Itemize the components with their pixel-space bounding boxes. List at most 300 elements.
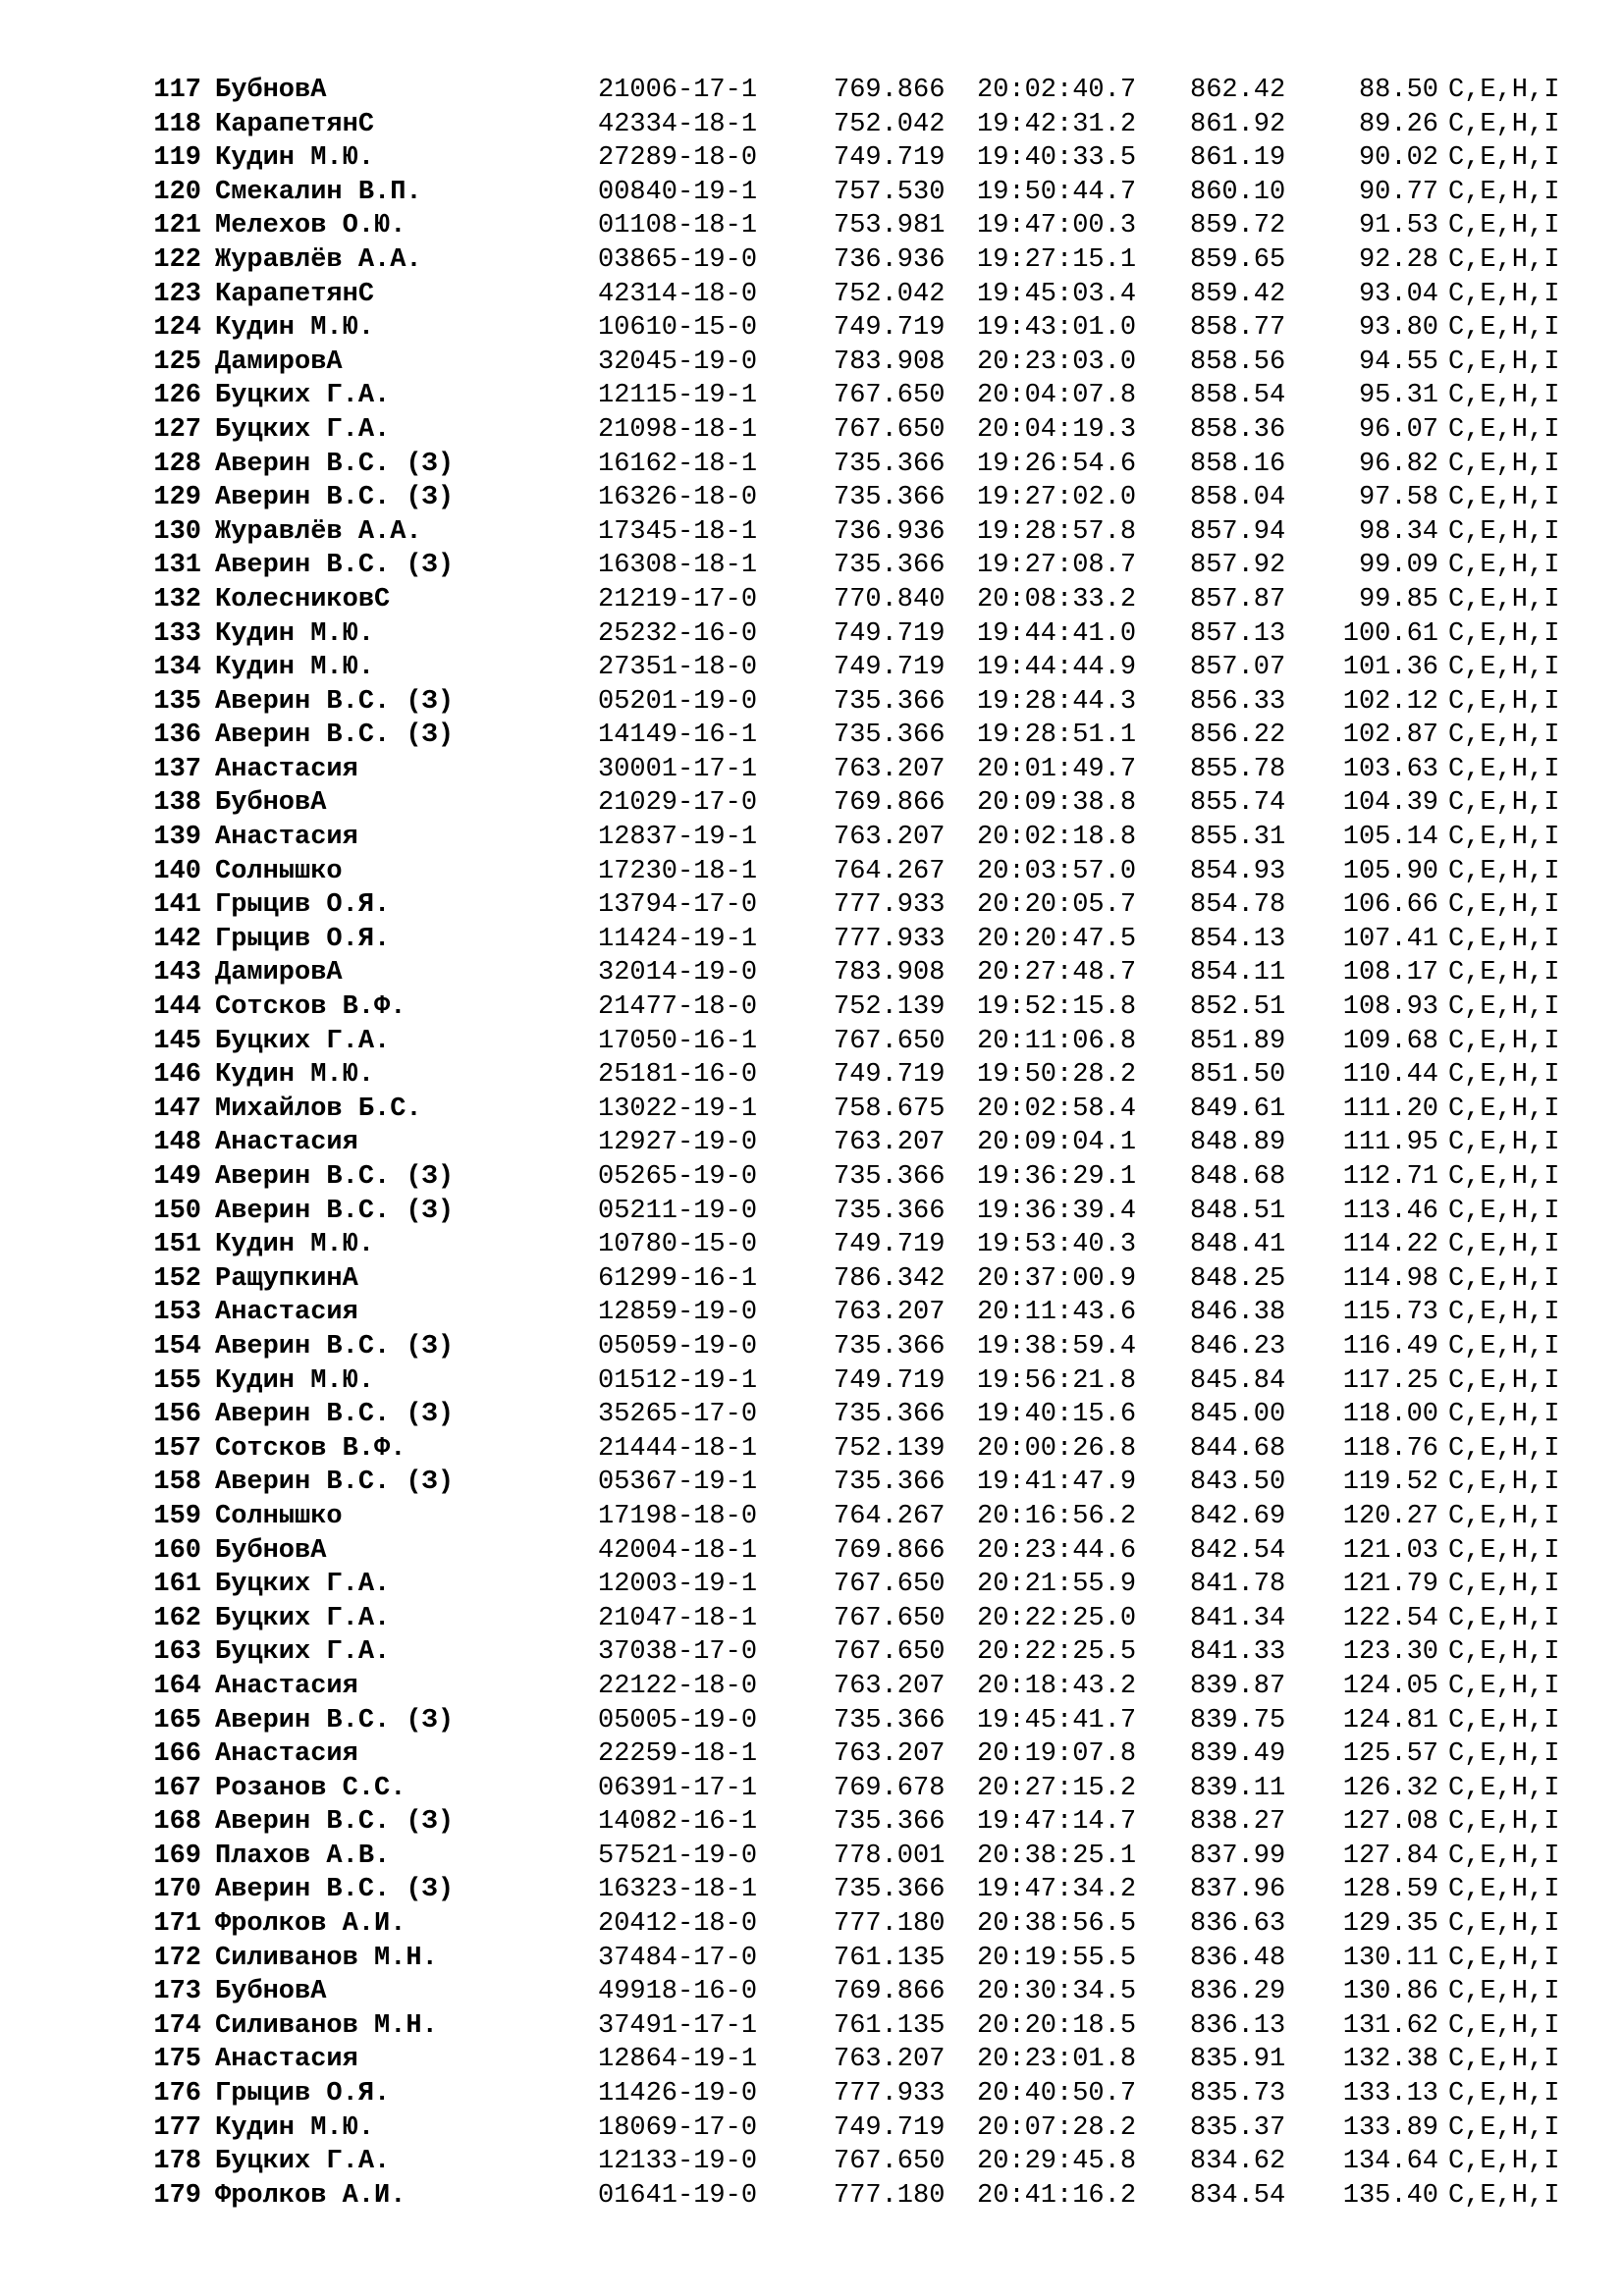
speed-cell: 854.93 bbox=[1190, 856, 1286, 886]
table-row bbox=[144, 1160, 1597, 1195]
points-cell: 92.28 bbox=[1358, 244, 1438, 275]
categories-cell: C,E,H,I bbox=[1448, 1433, 1560, 1464]
distance-cell: 752.139 bbox=[834, 1433, 946, 1464]
rank-cell: 130 bbox=[153, 516, 201, 547]
owner-name-cell: Буцких Г.А. bbox=[215, 414, 391, 445]
rank-cell: 140 bbox=[153, 856, 201, 886]
rank-cell: 144 bbox=[153, 992, 201, 1023]
speed-cell: 841.34 bbox=[1190, 1603, 1286, 1633]
owner-name-cell: Кудин М.Ю. bbox=[215, 1060, 375, 1091]
owner-name-cell: Грыцив О.Я. bbox=[215, 2079, 391, 2109]
categories-cell: C,E,H,I bbox=[1448, 1841, 1560, 1871]
table-row bbox=[144, 1228, 1597, 1262]
distance-cell: 735.366 bbox=[834, 1807, 946, 1838]
ring-number-cell: 10610-15-0 bbox=[598, 313, 758, 344]
points-cell: 123.30 bbox=[1342, 1637, 1438, 1668]
categories-cell: C,E,H,I bbox=[1448, 2180, 1560, 2211]
owner-name-cell: КарапетянС bbox=[215, 279, 375, 309]
distance-cell: 769.678 bbox=[834, 1773, 946, 1803]
arrival-time-cell: 20:18:43.2 bbox=[977, 1671, 1137, 1701]
rank-cell: 134 bbox=[153, 653, 201, 683]
table-row bbox=[144, 753, 1597, 787]
owner-name-cell: Аверин В.С. (З) bbox=[215, 1196, 455, 1226]
table-row bbox=[144, 278, 1597, 312]
ring-number-cell: 16308-18-1 bbox=[598, 551, 758, 581]
table-row bbox=[144, 1840, 1597, 1874]
arrival-time-cell: 19:45:41.7 bbox=[977, 1705, 1137, 1735]
results-table bbox=[144, 74, 1597, 2213]
arrival-time-cell: 20:27:15.2 bbox=[977, 1773, 1137, 1803]
table-row bbox=[144, 2179, 1597, 2214]
speed-cell: 835.37 bbox=[1190, 2112, 1286, 2143]
categories-cell: C,E,H,I bbox=[1448, 2010, 1560, 2041]
ring-number-cell: 14082-16-1 bbox=[598, 1807, 758, 1838]
categories-cell: C,E,H,I bbox=[1448, 1026, 1560, 1056]
distance-cell: 777.933 bbox=[834, 890, 946, 921]
distance-cell: 749.719 bbox=[834, 313, 946, 344]
ring-number-cell: 00840-19-1 bbox=[598, 177, 758, 207]
table-row bbox=[144, 481, 1597, 515]
table-row bbox=[144, 141, 1597, 176]
rank-cell: 165 bbox=[153, 1705, 201, 1735]
rank-cell: 167 bbox=[153, 1773, 201, 1803]
distance-cell: 777.180 bbox=[834, 2180, 946, 2211]
arrival-time-cell: 19:28:51.1 bbox=[977, 721, 1137, 751]
rank-cell: 121 bbox=[153, 211, 201, 241]
table-row bbox=[144, 1330, 1597, 1364]
ring-number-cell: 17050-16-1 bbox=[598, 1026, 758, 1056]
table-row bbox=[144, 74, 1597, 108]
owner-name-cell: Михайлов Б.С. bbox=[215, 1094, 422, 1124]
distance-cell: 749.719 bbox=[834, 1365, 946, 1396]
ring-number-cell: 05265-19-0 bbox=[598, 1162, 758, 1192]
ring-number-cell: 27351-18-0 bbox=[598, 653, 758, 683]
ring-number-cell: 17198-18-0 bbox=[598, 1501, 758, 1531]
table-row bbox=[144, 448, 1597, 482]
rank-cell: 172 bbox=[153, 1943, 201, 1973]
points-cell: 134.64 bbox=[1342, 2147, 1438, 2177]
arrival-time-cell: 20:02:18.8 bbox=[977, 823, 1137, 853]
owner-name-cell: Кудин М.Ю. bbox=[215, 2112, 375, 2143]
rank-cell: 137 bbox=[153, 754, 201, 784]
speed-cell: 846.23 bbox=[1190, 1331, 1286, 1362]
categories-cell: C,E,H,I bbox=[1448, 109, 1560, 139]
categories-cell: C,E,H,I bbox=[1448, 618, 1560, 649]
owner-name-cell: Солнышко bbox=[215, 1501, 343, 1531]
arrival-time-cell: 19:28:57.8 bbox=[977, 516, 1137, 547]
points-cell: 129.35 bbox=[1342, 1909, 1438, 1940]
points-cell: 105.90 bbox=[1342, 856, 1438, 886]
points-cell: 113.46 bbox=[1342, 1196, 1438, 1226]
distance-cell: 777.933 bbox=[834, 924, 946, 954]
points-cell: 109.68 bbox=[1342, 1026, 1438, 1056]
speed-cell: 841.78 bbox=[1190, 1570, 1286, 1600]
speed-cell: 836.48 bbox=[1190, 1943, 1286, 1973]
table-row bbox=[144, 2145, 1597, 2179]
speed-cell: 859.72 bbox=[1190, 211, 1286, 241]
speed-cell: 860.10 bbox=[1190, 177, 1286, 207]
categories-cell: C,E,H,I bbox=[1448, 584, 1560, 614]
ring-number-cell: 32014-19-0 bbox=[598, 958, 758, 988]
arrival-time-cell: 20:00:26.8 bbox=[977, 1433, 1137, 1464]
ring-number-cell: 01108-18-1 bbox=[598, 211, 758, 241]
points-cell: 114.22 bbox=[1342, 1230, 1438, 1260]
table-row bbox=[144, 2043, 1597, 2077]
speed-cell: 849.61 bbox=[1190, 1094, 1286, 1124]
speed-cell: 861.19 bbox=[1190, 143, 1286, 174]
ring-number-cell: 10780-15-0 bbox=[598, 1230, 758, 1260]
points-cell: 98.34 bbox=[1358, 516, 1438, 547]
rank-cell: 126 bbox=[153, 381, 201, 411]
ring-number-cell: 05005-19-0 bbox=[598, 1705, 758, 1735]
rank-cell: 124 bbox=[153, 313, 201, 344]
points-cell: 117.25 bbox=[1342, 1365, 1438, 1396]
distance-cell: 735.366 bbox=[834, 483, 946, 513]
arrival-time-cell: 20:02:40.7 bbox=[977, 76, 1137, 105]
arrival-time-cell: 20:16:56.2 bbox=[977, 1501, 1137, 1531]
rank-cell: 179 bbox=[153, 2180, 201, 2211]
rank-cell: 175 bbox=[153, 2045, 201, 2075]
owner-name-cell: КолесниковС bbox=[215, 584, 391, 614]
ring-number-cell: 21098-18-1 bbox=[598, 414, 758, 445]
table-row bbox=[144, 888, 1597, 923]
ring-number-cell: 05201-19-0 bbox=[598, 686, 758, 717]
ring-number-cell: 21477-18-0 bbox=[598, 992, 758, 1023]
categories-cell: C,E,H,I bbox=[1448, 2112, 1560, 2143]
points-cell: 108.17 bbox=[1342, 958, 1438, 988]
distance-cell: 749.719 bbox=[834, 618, 946, 649]
owner-name-cell: Аверин В.С. (З) bbox=[215, 1468, 455, 1498]
ring-number-cell: 21444-18-1 bbox=[598, 1433, 758, 1464]
speed-cell: 857.13 bbox=[1190, 618, 1286, 649]
rank-cell: 131 bbox=[153, 551, 201, 581]
categories-cell: C,E,H,I bbox=[1448, 143, 1560, 174]
owner-name-cell: Аверин В.С. (З) bbox=[215, 1705, 455, 1735]
rank-cell: 158 bbox=[153, 1468, 201, 1498]
ring-number-cell: 27289-18-0 bbox=[598, 143, 758, 174]
points-cell: 120.27 bbox=[1342, 1501, 1438, 1531]
speed-cell: 856.22 bbox=[1190, 721, 1286, 751]
points-cell: 118.00 bbox=[1342, 1400, 1438, 1430]
table-row bbox=[144, 1670, 1597, 1704]
rank-cell: 157 bbox=[153, 1433, 201, 1464]
distance-cell: 783.908 bbox=[834, 958, 946, 988]
speed-cell: 858.54 bbox=[1190, 381, 1286, 411]
arrival-time-cell: 20:41:16.2 bbox=[977, 2180, 1137, 2211]
categories-cell: C,E,H,I bbox=[1448, 1501, 1560, 1531]
table-row bbox=[144, 923, 1597, 957]
owner-name-cell: Анастасия bbox=[215, 823, 358, 853]
distance-cell: 767.650 bbox=[834, 414, 946, 445]
ring-number-cell: 13022-19-1 bbox=[598, 1094, 758, 1124]
ring-number-cell: 37038-17-0 bbox=[598, 1637, 758, 1668]
arrival-time-cell: 19:44:44.9 bbox=[977, 653, 1137, 683]
table-row bbox=[144, 651, 1597, 685]
speed-cell: 839.49 bbox=[1190, 1739, 1286, 1770]
ring-number-cell: 12003-19-1 bbox=[598, 1570, 758, 1600]
distance-cell: 767.650 bbox=[834, 1570, 946, 1600]
points-cell: 96.07 bbox=[1358, 414, 1438, 445]
ring-number-cell: 05367-19-1 bbox=[598, 1468, 758, 1498]
categories-cell: C,E,H,I bbox=[1448, 516, 1560, 547]
points-cell: 110.44 bbox=[1342, 1060, 1438, 1091]
owner-name-cell: Кудин М.Ю. bbox=[215, 313, 375, 344]
speed-cell: 854.13 bbox=[1190, 924, 1286, 954]
distance-cell: 761.135 bbox=[834, 2010, 946, 2041]
speed-cell: 858.04 bbox=[1190, 483, 1286, 513]
distance-cell: 767.650 bbox=[834, 1026, 946, 1056]
points-cell: 96.82 bbox=[1358, 449, 1438, 479]
arrival-time-cell: 20:01:49.7 bbox=[977, 754, 1137, 784]
ring-number-cell: 14149-16-1 bbox=[598, 721, 758, 751]
speed-cell: 859.65 bbox=[1190, 244, 1286, 275]
points-cell: 91.53 bbox=[1358, 211, 1438, 241]
speed-cell: 858.16 bbox=[1190, 449, 1286, 479]
arrival-time-cell: 19:28:44.3 bbox=[977, 686, 1137, 717]
arrival-time-cell: 20:09:04.1 bbox=[977, 1128, 1137, 1158]
speed-cell: 852.51 bbox=[1190, 992, 1286, 1023]
categories-cell: C,E,H,I bbox=[1448, 856, 1560, 886]
distance-cell: 753.981 bbox=[834, 211, 946, 241]
ring-number-cell: 20412-18-0 bbox=[598, 1909, 758, 1940]
rank-cell: 161 bbox=[153, 1570, 201, 1600]
distance-cell: 758.675 bbox=[834, 1094, 946, 1124]
arrival-time-cell: 20:03:57.0 bbox=[977, 856, 1137, 886]
table-row bbox=[144, 1262, 1597, 1297]
speed-cell: 862.42 bbox=[1190, 76, 1286, 105]
owner-name-cell: Анастасия bbox=[215, 1128, 358, 1158]
speed-cell: 857.94 bbox=[1190, 516, 1286, 547]
table-row bbox=[144, 1772, 1597, 1806]
table-row bbox=[144, 108, 1597, 142]
distance-cell: 763.207 bbox=[834, 1128, 946, 1158]
table-row bbox=[144, 346, 1597, 380]
points-cell: 111.95 bbox=[1342, 1128, 1438, 1158]
speed-cell: 855.74 bbox=[1190, 788, 1286, 819]
rank-cell: 171 bbox=[153, 1909, 201, 1940]
table-row bbox=[144, 990, 1597, 1025]
arrival-time-cell: 20:09:38.8 bbox=[977, 788, 1137, 819]
table-row bbox=[144, 685, 1597, 720]
owner-name-cell: Кудин М.Ю. bbox=[215, 1365, 375, 1396]
ring-number-cell: 25232-16-0 bbox=[598, 618, 758, 649]
ring-number-cell: 22122-18-0 bbox=[598, 1671, 758, 1701]
owner-name-cell: РащупкинА bbox=[215, 1263, 358, 1294]
arrival-time-cell: 19:47:14.7 bbox=[977, 1807, 1137, 1838]
table-row bbox=[144, 1466, 1597, 1500]
ring-number-cell: 42334-18-1 bbox=[598, 109, 758, 139]
categories-cell: C,E,H,I bbox=[1448, 992, 1560, 1023]
arrival-time-cell: 19:40:33.5 bbox=[977, 143, 1137, 174]
arrival-time-cell: 20:23:44.6 bbox=[977, 1535, 1137, 1566]
points-cell: 89.26 bbox=[1358, 109, 1438, 139]
owner-name-cell: Силиванов М.Н. bbox=[215, 2010, 438, 2041]
categories-cell: C,E,H,I bbox=[1448, 1943, 1560, 1973]
ring-number-cell: 30001-17-1 bbox=[598, 754, 758, 784]
rank-cell: 178 bbox=[153, 2147, 201, 2177]
categories-cell: C,E,H,I bbox=[1448, 449, 1560, 479]
rank-cell: 160 bbox=[153, 1535, 201, 1566]
arrival-time-cell: 20:22:25.5 bbox=[977, 1637, 1137, 1668]
rank-cell: 173 bbox=[153, 1977, 201, 2007]
owner-name-cell: Кудин М.Ю. bbox=[215, 618, 375, 649]
speed-cell: 857.07 bbox=[1190, 653, 1286, 683]
categories-cell: C,E,H,I bbox=[1448, 1331, 1560, 1362]
speed-cell: 836.63 bbox=[1190, 1909, 1286, 1940]
categories-cell: C,E,H,I bbox=[1448, 1977, 1560, 2007]
speed-cell: 845.84 bbox=[1190, 1365, 1286, 1396]
owner-name-cell: Солнышко bbox=[215, 856, 343, 886]
points-cell: 97.58 bbox=[1358, 483, 1438, 513]
ring-number-cell: 01512-19-1 bbox=[598, 1365, 758, 1396]
table-row bbox=[144, 1942, 1597, 1976]
owner-name-cell: Фролков А.И. bbox=[215, 1909, 406, 1940]
arrival-time-cell: 19:44:41.0 bbox=[977, 618, 1137, 649]
speed-cell: 838.27 bbox=[1190, 1807, 1286, 1838]
ring-number-cell: 22259-18-1 bbox=[598, 1739, 758, 1770]
owner-name-cell: Аверин В.С. (З) bbox=[215, 483, 455, 513]
table-row bbox=[144, 1635, 1597, 1670]
points-cell: 93.04 bbox=[1358, 279, 1438, 309]
categories-cell: C,E,H,I bbox=[1448, 1128, 1560, 1158]
arrival-time-cell: 20:21:55.9 bbox=[977, 1570, 1137, 1600]
distance-cell: 761.135 bbox=[834, 1943, 946, 1973]
speed-cell: 854.78 bbox=[1190, 890, 1286, 921]
table-row bbox=[144, 1364, 1597, 1399]
table-row bbox=[144, 786, 1597, 821]
owner-name-cell: Аверин В.С. (З) bbox=[215, 449, 455, 479]
arrival-time-cell: 19:42:31.2 bbox=[977, 109, 1137, 139]
ring-number-cell: 25181-16-0 bbox=[598, 1060, 758, 1091]
distance-cell: 749.719 bbox=[834, 2112, 946, 2143]
owner-name-cell: Мелехов О.Ю. bbox=[215, 211, 406, 241]
arrival-time-cell: 19:26:54.6 bbox=[977, 449, 1137, 479]
rank-cell: 123 bbox=[153, 279, 201, 309]
speed-cell: 848.89 bbox=[1190, 1128, 1286, 1158]
owner-name-cell: БубновА bbox=[215, 788, 327, 819]
categories-cell: C,E,H,I bbox=[1448, 1263, 1560, 1294]
rank-cell: 135 bbox=[153, 686, 201, 717]
distance-cell: 767.650 bbox=[834, 1637, 946, 1668]
categories-cell: C,E,H,I bbox=[1448, 1570, 1560, 1600]
table-row bbox=[144, 1126, 1597, 1160]
ring-number-cell: 16323-18-1 bbox=[598, 1875, 758, 1905]
rank-cell: 128 bbox=[153, 449, 201, 479]
categories-cell: C,E,H,I bbox=[1448, 1094, 1560, 1124]
owner-name-cell: Буцких Г.А. bbox=[215, 1637, 391, 1668]
rank-cell: 164 bbox=[153, 1671, 201, 1701]
categories-cell: C,E,H,I bbox=[1448, 2045, 1560, 2075]
speed-cell: 839.75 bbox=[1190, 1705, 1286, 1735]
arrival-time-cell: 20:02:58.4 bbox=[977, 1094, 1137, 1124]
points-cell: 122.54 bbox=[1342, 1603, 1438, 1633]
points-cell: 125.57 bbox=[1342, 1739, 1438, 1770]
arrival-time-cell: 19:52:15.8 bbox=[977, 992, 1137, 1023]
arrival-time-cell: 20:19:07.8 bbox=[977, 1739, 1137, 1770]
speed-cell: 835.91 bbox=[1190, 2045, 1286, 2075]
ring-number-cell: 17230-18-1 bbox=[598, 856, 758, 886]
categories-cell: C,E,H,I bbox=[1448, 924, 1560, 954]
table-row bbox=[144, 583, 1597, 617]
rank-cell: 132 bbox=[153, 584, 201, 614]
points-cell: 103.63 bbox=[1342, 754, 1438, 784]
rank-cell: 153 bbox=[153, 1298, 201, 1328]
categories-cell: C,E,H,I bbox=[1448, 653, 1560, 683]
table-row bbox=[144, 821, 1597, 855]
rank-cell: 149 bbox=[153, 1162, 201, 1192]
rank-cell: 117 bbox=[153, 76, 201, 105]
distance-cell: 735.366 bbox=[834, 1468, 946, 1498]
speed-cell: 834.54 bbox=[1190, 2180, 1286, 2211]
ring-number-cell: 01641-19-0 bbox=[598, 2180, 758, 2211]
points-cell: 100.61 bbox=[1342, 618, 1438, 649]
speed-cell: 851.50 bbox=[1190, 1060, 1286, 1091]
ring-number-cell: 16326-18-0 bbox=[598, 483, 758, 513]
rank-cell: 176 bbox=[153, 2079, 201, 2109]
ring-number-cell: 12864-19-1 bbox=[598, 2045, 758, 2075]
points-cell: 130.11 bbox=[1342, 1943, 1438, 1973]
rank-cell: 148 bbox=[153, 1128, 201, 1158]
ring-number-cell: 35265-17-0 bbox=[598, 1400, 758, 1430]
rank-cell: 156 bbox=[153, 1400, 201, 1430]
rank-cell: 122 bbox=[153, 244, 201, 275]
speed-cell: 842.69 bbox=[1190, 1501, 1286, 1531]
categories-cell: C,E,H,I bbox=[1448, 244, 1560, 275]
categories-cell: C,E,H,I bbox=[1448, 754, 1560, 784]
rank-cell: 125 bbox=[153, 347, 201, 377]
categories-cell: C,E,H,I bbox=[1448, 414, 1560, 445]
table-row bbox=[144, 1398, 1597, 1432]
distance-cell: 735.366 bbox=[834, 1705, 946, 1735]
ring-number-cell: 05059-19-0 bbox=[598, 1331, 758, 1362]
distance-cell: 763.207 bbox=[834, 1671, 946, 1701]
distance-cell: 769.866 bbox=[834, 1535, 946, 1566]
distance-cell: 767.650 bbox=[834, 1603, 946, 1633]
categories-cell: C,E,H,I bbox=[1448, 1230, 1560, 1260]
ring-number-cell: 21219-17-0 bbox=[598, 584, 758, 614]
rank-cell: 147 bbox=[153, 1094, 201, 1124]
points-cell: 101.36 bbox=[1342, 653, 1438, 683]
speed-cell: 842.54 bbox=[1190, 1535, 1286, 1566]
points-cell: 124.81 bbox=[1342, 1705, 1438, 1735]
ring-number-cell: 49918-16-0 bbox=[598, 1977, 758, 2007]
owner-name-cell: Буцких Г.А. bbox=[215, 2147, 391, 2177]
table-row bbox=[144, 515, 1597, 550]
arrival-time-cell: 20:22:25.0 bbox=[977, 1603, 1137, 1633]
points-cell: 124.05 bbox=[1342, 1671, 1438, 1701]
categories-cell: C,E,H,I bbox=[1448, 1705, 1560, 1735]
points-cell: 99.85 bbox=[1358, 584, 1438, 614]
arrival-time-cell: 20:20:05.7 bbox=[977, 890, 1137, 921]
speed-cell: 836.13 bbox=[1190, 2010, 1286, 2041]
table-row bbox=[144, 2077, 1597, 2111]
owner-name-cell: ДамировА bbox=[215, 347, 343, 377]
owner-name-cell: Анастасия bbox=[215, 1671, 358, 1701]
distance-cell: 777.933 bbox=[834, 2079, 946, 2109]
rank-cell: 143 bbox=[153, 958, 201, 988]
distance-cell: 783.908 bbox=[834, 347, 946, 377]
points-cell: 95.31 bbox=[1358, 381, 1438, 411]
table-row bbox=[144, 719, 1597, 753]
distance-cell: 757.530 bbox=[834, 177, 946, 207]
distance-cell: 735.366 bbox=[834, 1331, 946, 1362]
ring-number-cell: 13794-17-0 bbox=[598, 890, 758, 921]
rank-cell: 152 bbox=[153, 1263, 201, 1294]
categories-cell: C,E,H,I bbox=[1448, 1400, 1560, 1430]
owner-name-cell: Аверин В.С. (З) bbox=[215, 1400, 455, 1430]
points-cell: 121.03 bbox=[1342, 1535, 1438, 1566]
speed-cell: 854.11 bbox=[1190, 958, 1286, 988]
